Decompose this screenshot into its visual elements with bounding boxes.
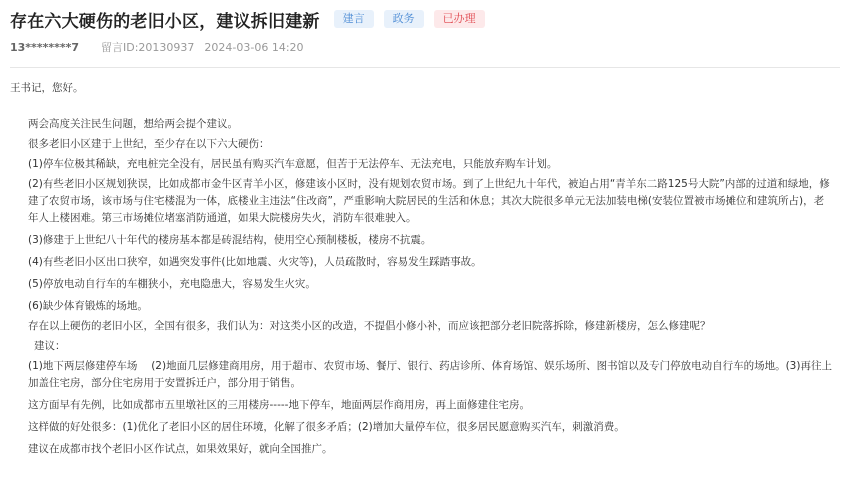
paragraph-suggestion: (1)地下两层修建停车场 (2)地面几层修建商用房，用于超市、农贸市场、餐厅、银行、药店诊所、体育场馆、娱乐场所、图书馆以及专门停放电动自行车的场地。(3)再往上加盖住宅房，部分住宅房用于安置拆迁户，部分用于销售。	[28, 360, 832, 389]
author-phone: 13********7	[10, 40, 79, 54]
message-body	[10, 68, 840, 458]
greeting: 王书记，您好。	[10, 82, 84, 94]
paragraph-problem-2: (2)有些老旧小区规划狭误，比如成都市金牛区青羊小区，修建该小区时，没有规划农贸市场。到了上世纪九十年代，被迫占用“青羊东二路125号大院”内部的过道和绿地，修建了农贸市场，该市场与住宅楼混为一体，底楼业主违法“住改商”，严重影响大院居民的生活和休息；其次大院很多单元无法加装电梯(安装位置被市场摊位和建筑所占)，老年人上楼困难。第三市场摊位堵塞消防通道，如果大院楼房失火，消防车很难驶入。	[28, 178, 830, 224]
paragraph-problem-5: (5)停放电动自行车的车棚狭小，充电隐患大，容易发生火灾。	[28, 278, 316, 290]
paragraph-intro: 两会高度关注民生问题，想给两会提个建议。	[28, 118, 238, 130]
paragraph-benefits: 这样做的好处很多：(1)优化了老旧小区的居住环境，化解了很多矛盾；(2)增加大量停车位，很多居民愿意购买汽车，刺激消费。	[28, 421, 625, 433]
message-id: 留言ID:20130937	[100, 41, 195, 54]
paragraph-suggestion-lead: 建议：	[34, 340, 66, 352]
paragraph-pilot: 建议在成都市找个老旧小区作试点，如果效果好，就向全国推广。	[28, 443, 333, 455]
paragraph-problem-6: (6)缺少体育锻炼的场地。	[28, 300, 148, 312]
status-badge: 已办理	[434, 10, 485, 28]
paragraph-precedent: 这方面早有先例，比如成都市五里墩社区的三用楼房-----地下停车，地面两层作商用房，再上面修建住宅房。	[28, 399, 530, 411]
tag-category[interactable]: 建言	[334, 10, 374, 28]
paragraph-problem-4: (4)有些老旧小区出口狭窄，如遇突发事件(比如地震、火灾等)，人员疏散时，容易发生踩踏事故。	[28, 256, 482, 268]
paragraph-problem-1: (1)停车位极其稀缺，充电桩完全没有，居民虽有购买汽车意愿，但苦于无法停车、无法充电，只能放弃购车计划。	[28, 158, 558, 170]
page-title: 存在六大硬伤的老旧小区，建议拆旧建新	[10, 11, 320, 32]
title-row	[10, 6, 840, 32]
tag-list	[334, 10, 495, 28]
paragraph-opinion: 存在以上硬伤的老旧小区，全国有很多，我们认为：对这类小区的改造，不提倡小修小补，而应该把部分老旧院落拆除，修建新楼房，怎么修建呢？	[28, 320, 711, 332]
paragraph-problems-lead: 很多老旧小区建于上世纪，至少存在以下六大硬伤：	[28, 138, 270, 150]
paragraph-problem-3: (3)修建于上世纪八十年代的楼房基本都是砖混结构，使用空心预制楼板，楼房不抗震。	[28, 234, 432, 246]
tag-type[interactable]: 政务	[384, 10, 424, 28]
meta-row	[10, 39, 840, 55]
post-datetime: 2024-03-06 14:20	[204, 40, 304, 54]
